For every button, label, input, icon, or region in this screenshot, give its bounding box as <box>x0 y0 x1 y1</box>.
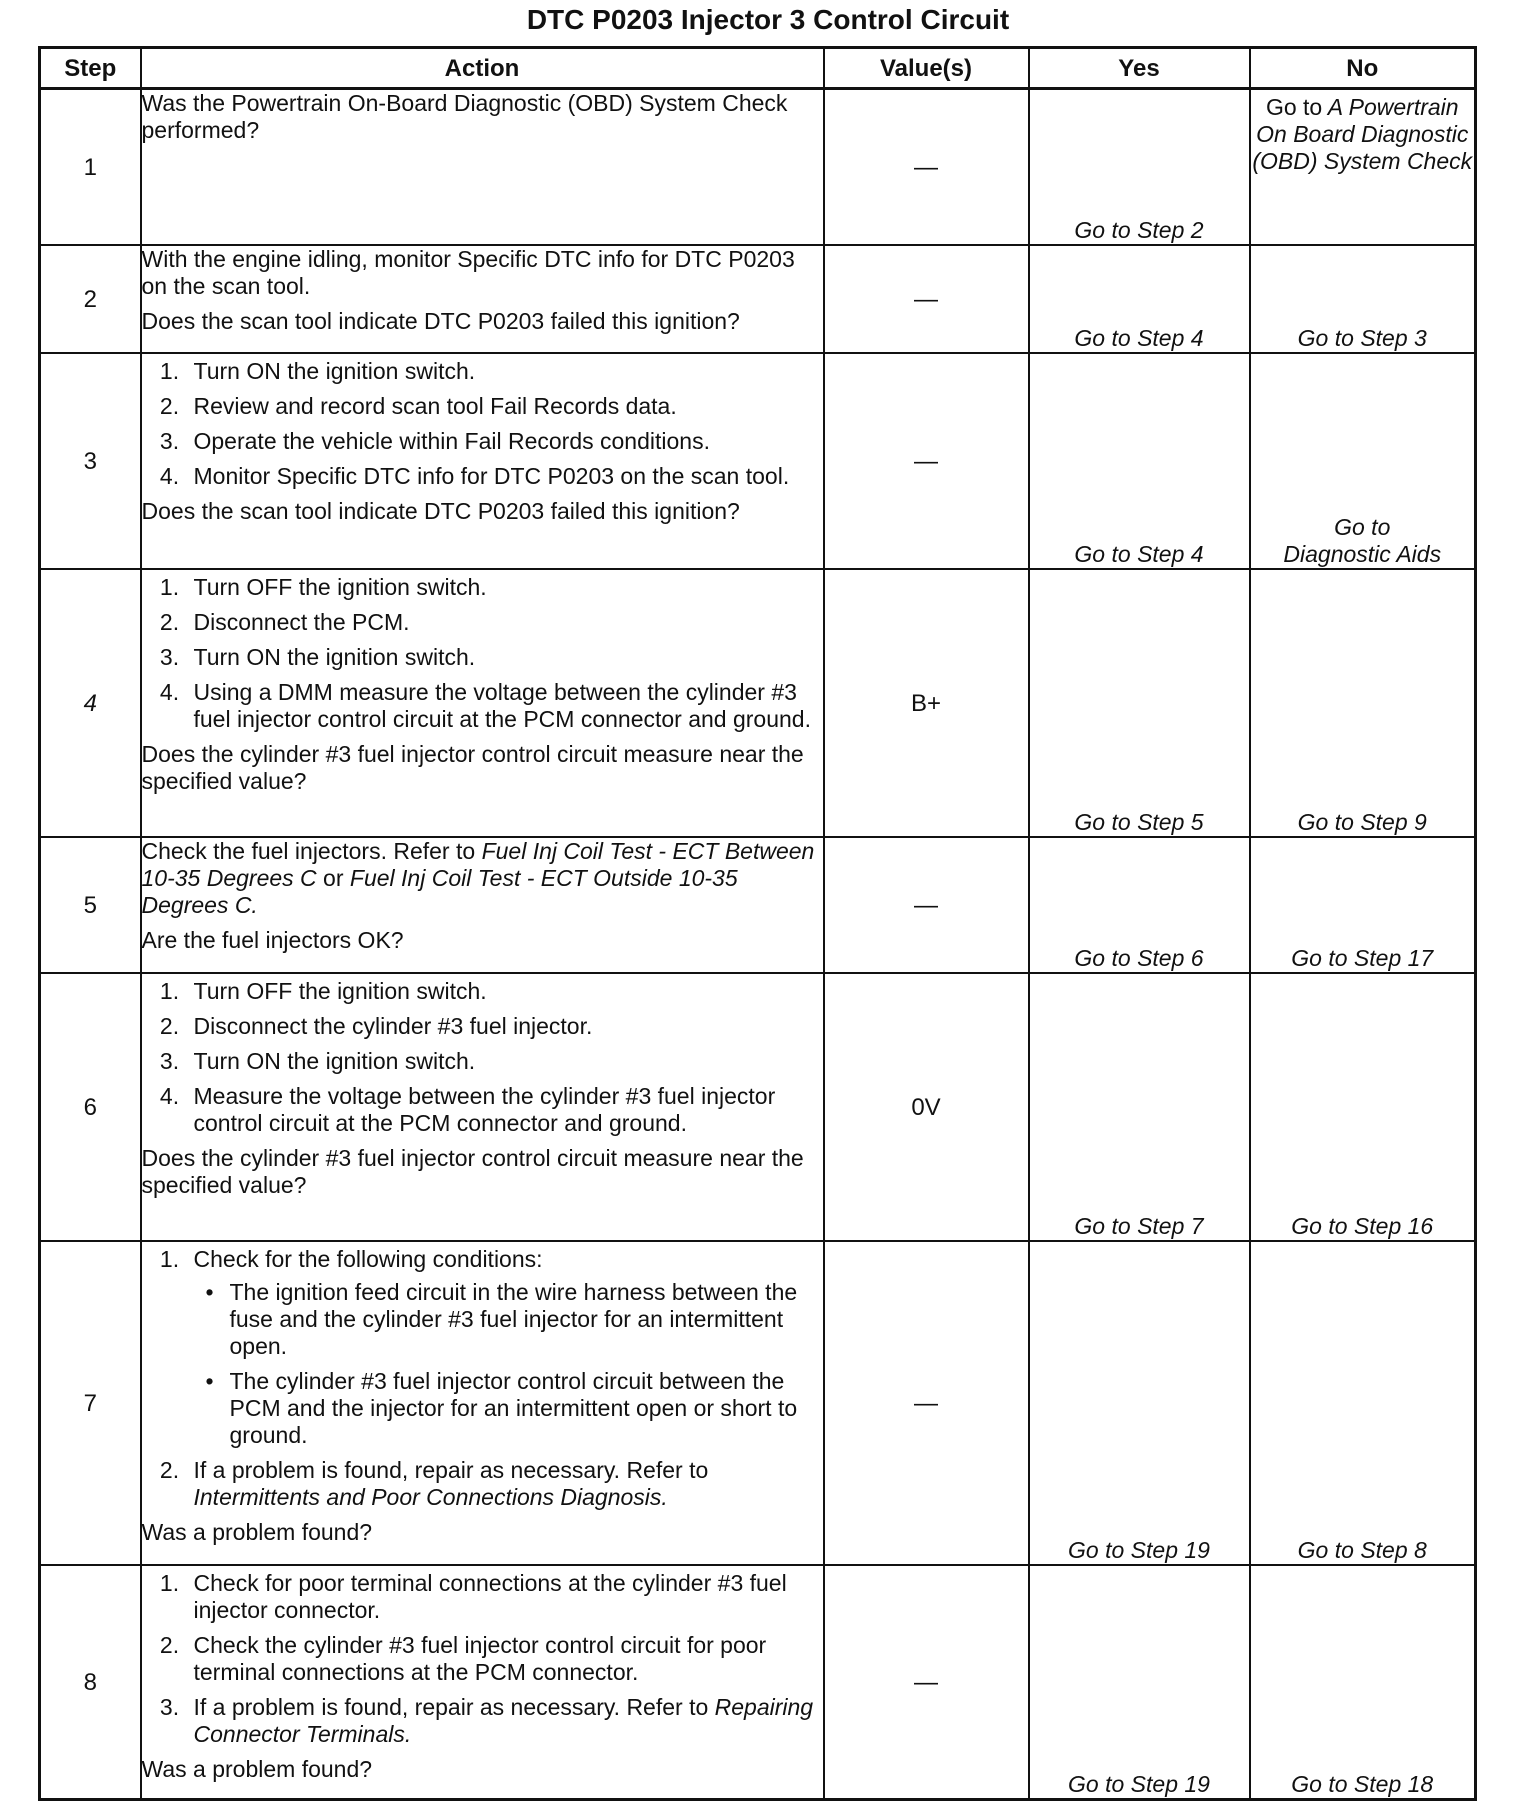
action-step <box>186 1694 823 1748</box>
no-reference: A Powertrain On Board Diagnostic (OBD) System Check <box>1252 94 1473 174</box>
action-question: Are the fuel injectors OK? <box>141 927 404 953</box>
action-cell <box>141 1241 824 1565</box>
action-text: With the engine idling, monitor Specific DTC info for DTC P0203 on the scan tool. <box>141 246 795 299</box>
no-line: Diagnostic Aids <box>1283 541 1442 567</box>
diagnostic-table <box>38 46 1477 1801</box>
action-steps <box>142 358 823 490</box>
action-reference: Fuel Inj Coil Test - ECT Between 10-35 Degrees C <box>141 838 815 891</box>
no-cell: Go to Step 8 <box>1250 1241 1476 1565</box>
header-values: Value(s) <box>824 48 1029 89</box>
table-row <box>40 1565 1476 1800</box>
page-title: DTC P0203 Injector 3 Control Circuit <box>526 4 1010 35</box>
action-step: 4. Measure the voltage between the cylinder #3 fuel injector control circuit at the PCM connector and ground. <box>186 1083 823 1137</box>
action-reference: Intermittents and Poor Connections Diagnosis. <box>193 1484 668 1510</box>
action-text-plain: or <box>323 865 344 891</box>
action-step: 1. Turn ON the ignition switch. <box>186 358 823 385</box>
no-cell: Go to Step 18 <box>1250 1565 1476 1800</box>
yes-cell: Go to Step 19 <box>1029 1241 1250 1565</box>
value-cell: B+ <box>824 569 1029 837</box>
yes-cell: Go to Step 5 <box>1029 569 1250 837</box>
action-steps <box>142 574 823 733</box>
value-cell: — <box>824 837 1029 973</box>
header-yes: Yes <box>1029 48 1250 89</box>
action-step: 1. Check for poor terminal connections at the cylinder #3 fuel injector connector. <box>186 1570 823 1624</box>
yes-cell: Go to Step 7 <box>1029 973 1250 1241</box>
yes-cell: Go to Step 6 <box>1029 837 1250 973</box>
action-step <box>186 1457 823 1511</box>
header-no: No <box>1250 48 1476 89</box>
yes-cell: Go to Step 4 <box>1029 353 1250 569</box>
table-row <box>40 1241 1476 1565</box>
action-steps <box>142 978 823 1137</box>
no-cell: Go to Step 9 <box>1250 569 1476 837</box>
action-step: 2. Review and record scan tool Fail Records data. <box>186 393 823 420</box>
condition-list <box>194 1279 823 1449</box>
no-line: Go to <box>1334 514 1391 540</box>
yes-cell: Go to Step 19 <box>1029 1565 1250 1800</box>
no-cell <box>1250 353 1476 569</box>
yes-cell: Go to Step 2 <box>1029 89 1250 246</box>
step-number: 3 <box>40 353 141 569</box>
no-cell: Go to Step 3 <box>1250 245 1476 353</box>
no-cell: Go to Step 16 <box>1250 973 1476 1241</box>
action-step: 3. Turn ON the ignition switch. <box>186 644 823 671</box>
action-cell <box>141 973 824 1241</box>
action-cell <box>141 89 824 246</box>
value-cell: — <box>824 1565 1029 1800</box>
table-row <box>40 245 1476 353</box>
action-step: 1. Turn OFF the ignition switch. <box>186 574 823 601</box>
action-cell <box>141 1565 824 1800</box>
action-cell <box>141 245 824 353</box>
action-step: 2. Disconnect the PCM. <box>186 609 823 636</box>
value-cell: 0V <box>824 973 1029 1241</box>
value-cell: — <box>824 89 1029 246</box>
action-step <box>186 1246 823 1449</box>
action-question: Does the cylinder #3 fuel injector control circuit measure near the specified value? <box>141 1145 804 1198</box>
table-row <box>40 973 1476 1241</box>
no-cell: Go to Step 17 <box>1250 837 1476 973</box>
step-number: 6 <box>40 973 141 1241</box>
action-step: 4. Monitor Specific DTC info for DTC P0203 on the scan tool. <box>186 463 823 490</box>
condition-item: • The cylinder #3 fuel injector control circuit between the PCM and the injector for an intermittent open or short to ground. <box>224 1368 823 1449</box>
action-text: Was the Powertrain On-Board Diagnostic (OBD) System Check performed? <box>141 90 788 143</box>
step-number: 5 <box>40 837 141 973</box>
action-step: 4. Using a DMM measure the voltage between the cylinder #3 fuel injector control circuit at the PCM connector and ground. <box>186 679 823 733</box>
condition-item: • The ignition feed circuit in the wire harness between the fuse and the cylinder #3 fuel injector for an intermittent open. <box>224 1279 823 1360</box>
action-step: 3. Turn ON the ignition switch. <box>186 1048 823 1075</box>
action-text-plain: Check the fuel injectors. Refer to <box>141 838 476 864</box>
header-step: Step <box>40 48 141 89</box>
value-cell: — <box>824 1241 1029 1565</box>
no-cell <box>1250 89 1476 246</box>
value-cell: — <box>824 353 1029 569</box>
table-row <box>40 89 1476 246</box>
action-text <box>142 838 823 919</box>
action-step: 1. Turn OFF the ignition switch. <box>186 978 823 1005</box>
action-step-text: Check for the following conditions: <box>193 1246 543 1272</box>
step-number: 7 <box>40 1241 141 1565</box>
action-question: Does the scan tool indicate DTC P0203 failed this ignition? <box>141 308 740 334</box>
action-step: 3. Operate the vehicle within Fail Records conditions. <box>186 428 823 455</box>
step-number: 4 <box>40 569 141 837</box>
step-number: 8 <box>40 1565 141 1800</box>
action-cell <box>141 837 824 973</box>
table-row <box>40 353 1476 569</box>
value-cell: — <box>824 245 1029 353</box>
action-question: Does the cylinder #3 fuel injector control circuit measure near the specified value? <box>141 741 804 794</box>
step-number: 1 <box>40 89 141 246</box>
action-reference: Repairing Connector Terminals. <box>193 1694 814 1747</box>
table-row <box>40 837 1476 973</box>
action-cell <box>141 569 824 837</box>
header-action: Action <box>141 48 824 89</box>
action-question: Does the scan tool indicate DTC P0203 failed this ignition? <box>141 498 740 524</box>
action-steps <box>142 1246 823 1511</box>
action-question: Was a problem found? <box>141 1756 373 1782</box>
step-number: 2 <box>40 245 141 353</box>
no-prefix: Go to <box>1265 94 1323 120</box>
action-reference: Fuel Inj Coil Test - ECT Outside 10-35 Degrees C. <box>141 865 738 918</box>
action-step: 2. Check the cylinder #3 fuel injector control circuit for poor terminal connections at the PCM connector. <box>186 1632 823 1686</box>
action-question: Was a problem found? <box>141 1519 373 1545</box>
action-step-text: If a problem is found, repair as necessary. Refer to <box>193 1457 709 1483</box>
action-steps <box>142 1570 823 1748</box>
action-step: 2. Disconnect the cylinder #3 fuel injector. <box>186 1013 823 1040</box>
action-cell <box>141 353 824 569</box>
yes-cell: Go to Step 4 <box>1029 245 1250 353</box>
table-header-row <box>40 48 1476 89</box>
action-step-text: If a problem is found, repair as necessary. Refer to <box>193 1694 709 1720</box>
table-row <box>40 569 1476 837</box>
